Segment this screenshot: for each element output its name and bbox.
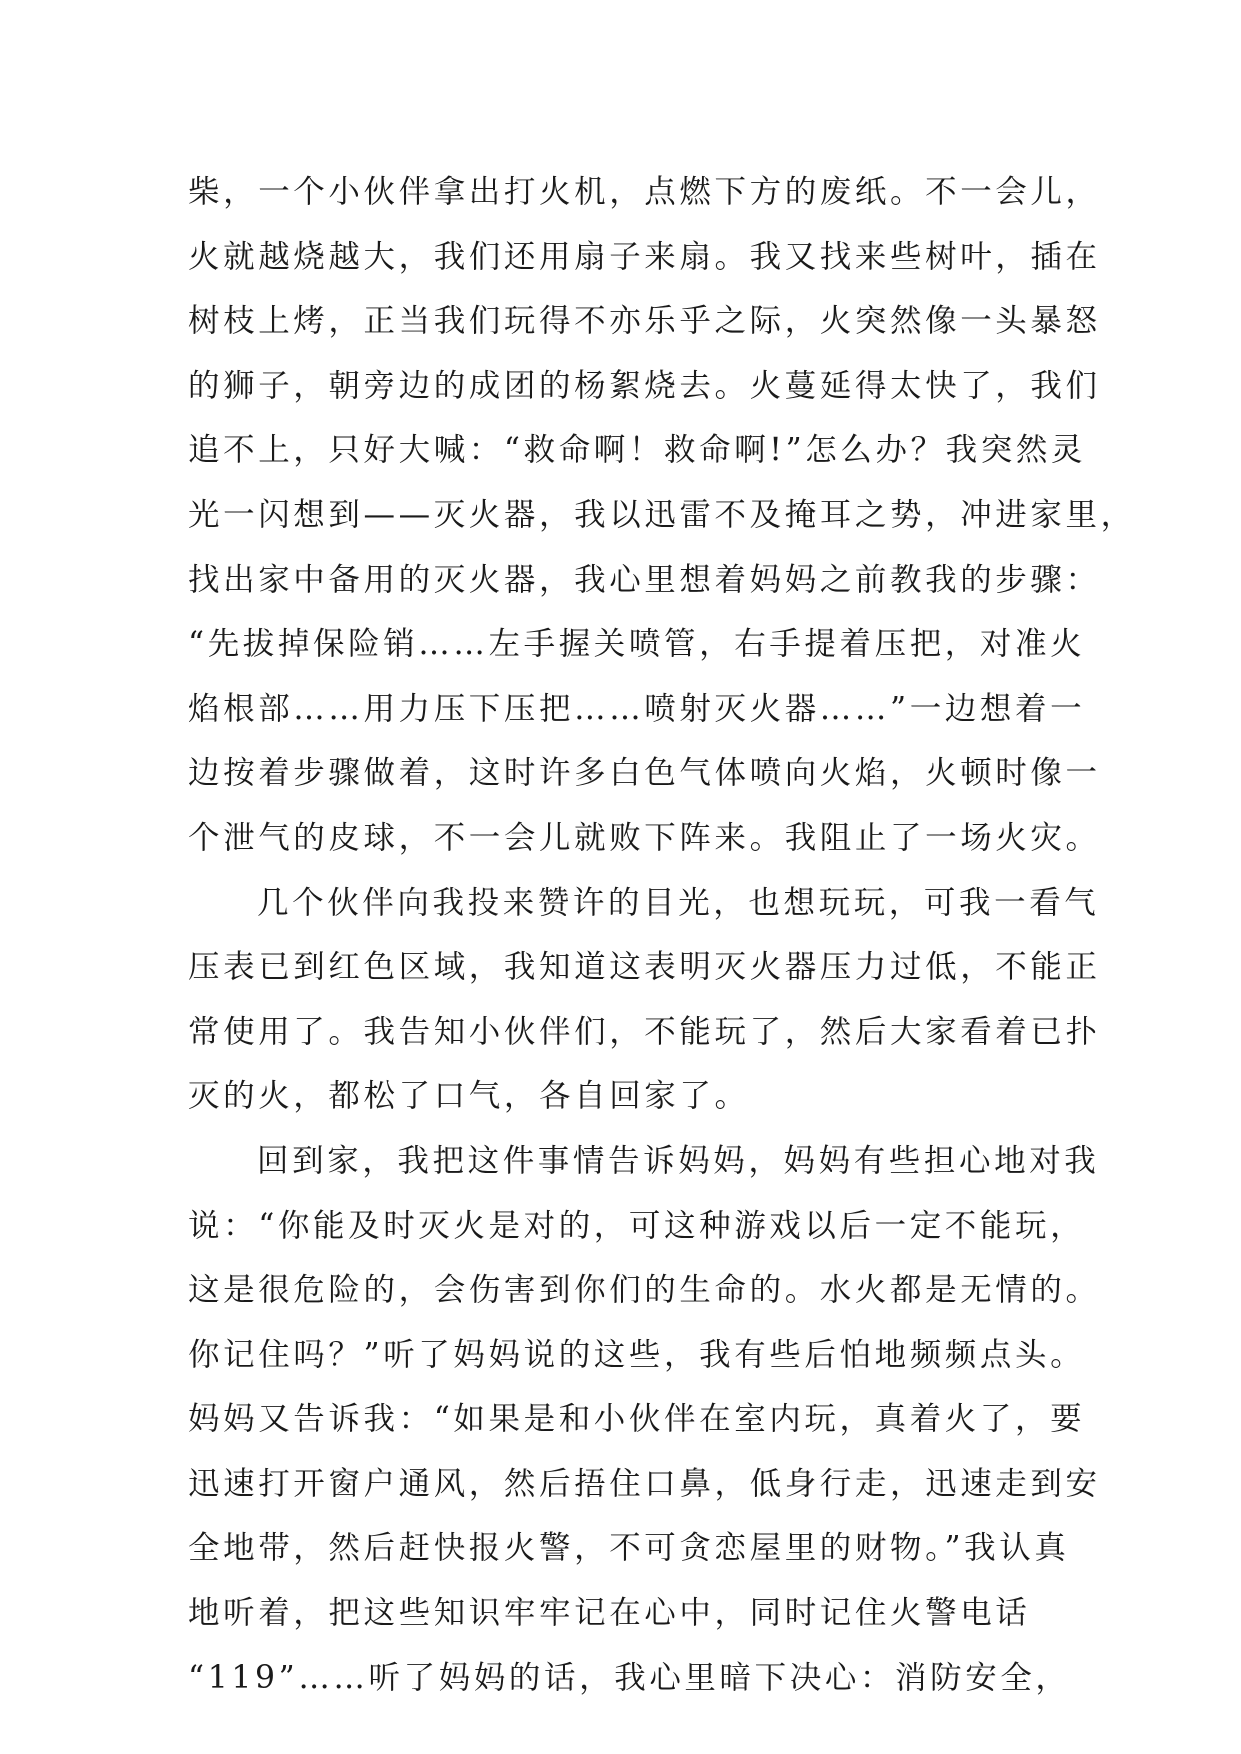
text-line: 压表已到红色区域，我知道这表明灭火器压力过低，不能正 — [188, 949, 1101, 986]
text-line: 全地带，然后赶快报火警，不可贪恋屋里的财物。”我认真 — [188, 1530, 1070, 1567]
paragraph-first-line: 回到家，我把这件事情告诉妈妈，妈妈有些担心地对我 — [257, 1142, 1100, 1179]
text-line: 个泄气的皮球，不一会儿就败下阵来。我阻止了一场火灾。 — [188, 819, 1101, 856]
text-line: 柴，一个小伙伴拿出打火机，点燃下方的废纸。不一会儿， — [188, 174, 1101, 210]
text-line: 说：“你能及时灭火是对的，可这种游戏以后一定不能玩， — [188, 1207, 1086, 1244]
text-line: 树枝上烤，正当我们玩得不亦乐乎之际，火突然像一头暴怒 — [188, 303, 1101, 340]
text-line: 灭的火，都松了口气，各自回家了。 — [188, 1078, 750, 1115]
text-line: 光一闪想到——灭火器，我以迅雷不及掩耳之势，冲进家里， — [188, 496, 1136, 533]
body-text — [188, 160, 1136, 1710]
text-line: 你记住吗？”听了妈妈说的这些，我有些后怕地频频点头。 — [188, 1336, 1086, 1373]
text-line: 妈妈又告诉我：“如果是和小伙伴在室内玩，真着火了，要 — [188, 1401, 1086, 1438]
text-line: 找出家中备用的灭火器，我心里想着妈妈之前教我的步骤： — [188, 561, 1101, 598]
text-line: 追不上，只好大喊：“救命啊！救命啊!”怎么办？我突然灵 — [188, 432, 1087, 469]
text-line: 焰根部……用力压下压把……喷射灭火器……”一边想着一 — [188, 690, 1086, 727]
text-line: 的狮子，朝旁边的成团的杨絮烧去。火蔓延得太快了，我们 — [188, 367, 1101, 404]
text-line: 边按着步骤做着，这时许多白色气体喷向火焰，火顿时像一 — [188, 755, 1101, 792]
text-line: “先拔掉保险销……左手握关喷管，右手提着压把，对准火 — [188, 626, 1086, 663]
text-line: “119”……听了妈妈的话，我心里暗下决心：消防安全， — [188, 1659, 1071, 1696]
text-line: 火就越烧越大，我们还用扇子来扇。我又找来些树叶，插在 — [188, 238, 1101, 275]
text-line: 常使用了。我告知小伙伴们，不能玩了，然后大家看着已扑 — [188, 1013, 1101, 1050]
text-line: 迅速打开窗户通风，然后捂住口鼻，低身行走，迅速走到安 — [188, 1465, 1101, 1502]
text-line: 这是很危险的，会伤害到你们的生命的。水火都是无情的。 — [188, 1272, 1101, 1309]
paragraph-first-line: 几个伙伴向我投来赞许的目光，也想玩玩，可我一看气 — [257, 884, 1100, 921]
text-line: 地听着，把这些知识牢牢记在心中，同时记住火警电话 — [188, 1595, 1031, 1632]
